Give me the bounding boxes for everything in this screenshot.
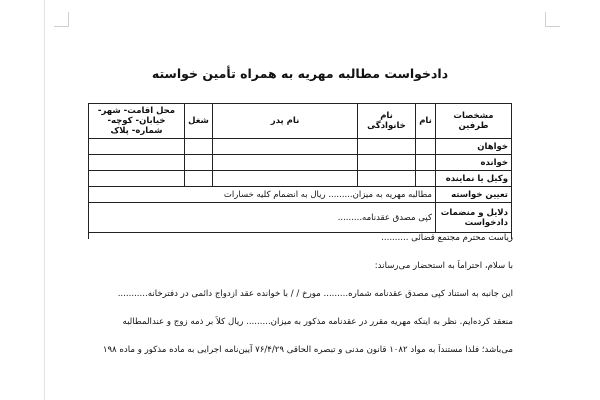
header-cell: نام xyxy=(416,104,436,139)
blank-cell[interactable] xyxy=(185,139,213,155)
blank-cell[interactable] xyxy=(416,171,436,187)
row-label-defendant: خوانده xyxy=(436,155,512,171)
greeting: با سلام، احتراماً به استحضار می‌رساند: xyxy=(374,261,513,271)
body-paragraph-line: می‌باشد؛ فلذا مستنداً به مواد ۱۰۸۲ قانون مدنی و تبصره الحاقی ۷۶/۴/۲۹ آیین‌نامه اجرایی به ماده مذکور و ماده ۱۹۸ xyxy=(102,345,513,355)
blank-cell[interactable] xyxy=(213,171,358,187)
header-cell: محل اقامت- شهر- خیابان- کوچه- شماره- پلاک xyxy=(89,104,185,139)
header-cell: نام پدر xyxy=(213,104,358,139)
body-paragraph-line: منعقد کرده‌ایم. نظر به اینکه مهریه مقرر در عقدنامه مذکور به میزان......... ریال کلاً بر ذمه زوج و عندالمطالبه xyxy=(122,317,513,327)
blank-cell[interactable] xyxy=(358,155,416,171)
table-header-row xyxy=(89,104,512,139)
header-cell: نام خانوادگی xyxy=(358,104,416,139)
blank-cell[interactable] xyxy=(185,155,213,171)
table-row xyxy=(89,203,512,233)
row-label-demand: تعیین خواسته xyxy=(436,187,512,203)
blank-cell[interactable] xyxy=(213,155,358,171)
header-cell: مشخصات طرفین xyxy=(436,104,512,139)
evidence-value: کپی مصدق عقدنامه......... xyxy=(89,203,436,233)
crop-mark xyxy=(545,12,560,27)
row-label-evidence: دلایل و منضمات دادخواست xyxy=(436,203,512,233)
blank-cell[interactable] xyxy=(89,171,185,187)
blank-cell[interactable] xyxy=(213,139,358,155)
blank-cell[interactable] xyxy=(416,155,436,171)
row-label-plaintiff: خواهان xyxy=(436,139,512,155)
row-label-attorney: وکیل یا نماینده xyxy=(436,171,512,187)
blank-cell[interactable] xyxy=(89,139,185,155)
document-title: دادخواست مطالبه مهریه به همراه تأمین خواسته xyxy=(151,66,449,81)
blank-cell[interactable] xyxy=(358,139,416,155)
petition-body xyxy=(93,232,513,357)
table-row xyxy=(89,139,512,155)
blank-cell[interactable] xyxy=(416,139,436,155)
petition-form-table xyxy=(88,103,512,239)
header-cell: شغل xyxy=(185,104,213,139)
blank-cell[interactable] xyxy=(358,171,416,187)
crop-mark xyxy=(54,12,69,27)
blank-cell[interactable] xyxy=(185,171,213,187)
page-edge xyxy=(44,0,45,400)
salutation: ریاست محترم مجتمع قضائی .......... xyxy=(381,233,513,243)
table-row xyxy=(89,155,512,171)
body-paragraph-line: این جانبه به استناد کپی مصدق عقدنامه شماره......... مورخ / / با خوانده عقد ازدواج دائمی در دفترخانه........... xyxy=(117,289,513,299)
demand-value: مطالبه مهریه به میزان......... ریال به انضمام کلیه خسارات xyxy=(89,187,436,203)
table-row xyxy=(89,171,512,187)
blank-cell[interactable] xyxy=(89,155,185,171)
table-row xyxy=(89,187,512,203)
